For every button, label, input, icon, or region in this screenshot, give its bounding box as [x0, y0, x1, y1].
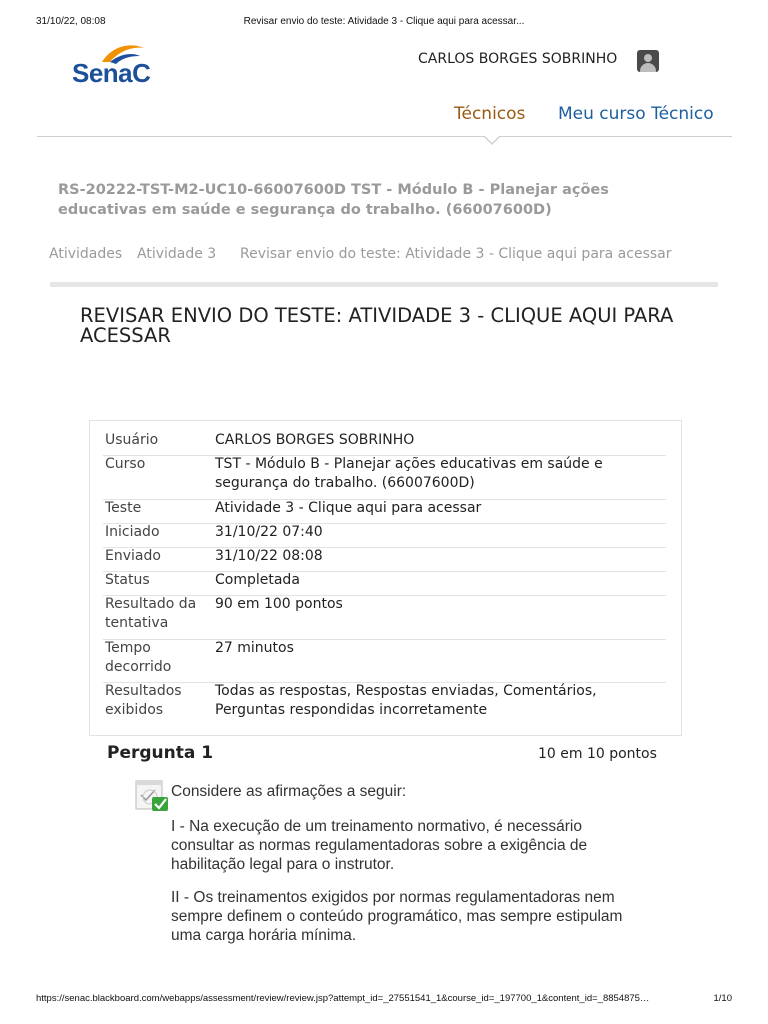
- detail-row-usuario: [103, 431, 666, 456]
- nav-meu-curso[interactable]: Meu curso Técnico: [558, 104, 714, 124]
- correct-answer-icon: [135, 780, 169, 812]
- question-points: 10 em 10 pontos: [538, 746, 657, 762]
- detail-row-status: [103, 571, 666, 596]
- print-header: [36, 16, 732, 30]
- detail-row-tempo: [103, 639, 666, 683]
- breadcrumb-current: Revisar envio do teste: Atividade 3 - Clique aqui para acessar: [240, 246, 672, 262]
- nav-tecnicos[interactable]: Técnicos: [454, 104, 526, 124]
- breadcrumb-atividade-3[interactable]: Atividade 3: [137, 246, 217, 262]
- detail-value: Todas as respostas, Respostas enviadas, Comentários, Perguntas respondidas incorretamente: [215, 683, 597, 718]
- print-url: https://senac.blackboard.com/webapps/assessment/review/review.jsp?attempt_id=_27551541_1&course_id=_197700_1&content_id=_8854875…: [36, 993, 650, 1004]
- detail-value: 31/10/22 07:40: [215, 524, 323, 540]
- detail-label: Iniciado: [105, 524, 160, 540]
- detail-value: 90 em 100 pontos: [215, 596, 343, 612]
- detail-label: Resultados exibidos: [105, 683, 182, 718]
- detail-value: Completada: [215, 572, 300, 588]
- detail-value: 27 minutos: [215, 640, 294, 656]
- question-intro: Considere as afirmações a seguir:: [171, 783, 407, 800]
- detail-label: Curso: [105, 456, 146, 472]
- page-title: REVISAR ENVIO DO TESTE: ATIVIDADE 3 - CLIQUE AQUI PARA ACESSAR: [80, 304, 674, 347]
- detail-row-enviado: [103, 547, 666, 572]
- attempt-details-table: [89, 420, 682, 736]
- question-statement-2: II - Os treinamentos exigidos por normas regulamentadoras nem sempre definem o conteúdo programático, mas sempre estipulam uma carga horária mínima.: [171, 889, 623, 944]
- question-title: Pergunta 1: [107, 743, 214, 763]
- course-title[interactable]: RS-20222-TST-M2-UC10-66007600D TST - Módulo B - Planejar ações educativas em saúde e segurança do trabalho. (66007600D): [58, 182, 609, 218]
- user-avatar-icon[interactable]: [637, 50, 659, 72]
- print-page-number: 1/10: [713, 993, 732, 1004]
- detail-value: CARLOS BORGES SOBRINHO: [215, 432, 415, 448]
- detail-label: Tempo decorrido: [105, 640, 172, 675]
- detail-row-teste: [103, 499, 666, 524]
- breadcrumb-atividades[interactable]: Atividades: [49, 246, 123, 262]
- detail-row-exibidos: [103, 682, 666, 726]
- detail-label: Teste: [105, 500, 142, 516]
- senac-logo[interactable]: [72, 40, 156, 88]
- detail-label: Enviado: [105, 548, 161, 564]
- detail-row-curso: [103, 455, 666, 500]
- detail-row-resultado: [103, 595, 666, 640]
- detail-row-iniciado: [103, 523, 666, 548]
- detail-value: Atividade 3 - Clique aqui para acessar: [215, 500, 482, 516]
- detail-label: Usuário: [105, 432, 159, 448]
- print-title: Revisar envio do teste: Atividade 3 - Clique aqui para acessar...: [243, 16, 525, 27]
- detail-value: TST - Módulo B - Planejar ações educativas em saúde e segurança do trabalho. (66007600D): [215, 456, 603, 491]
- detail-label: Status: [105, 572, 150, 588]
- nav-active-caret-icon: [483, 136, 501, 145]
- nav-divider: [37, 136, 732, 137]
- senac-logo-text: SenaC: [72, 58, 151, 88]
- detail-label: Resultado da tentativa: [105, 596, 197, 631]
- question-statement-1: I - Na execução de um treinamento normativo, é necessário consultar as normas regulamentadoras sobre a exigência de habilitação legal para o instrutor.: [171, 818, 588, 873]
- detail-value: 31/10/22 08:08: [215, 548, 323, 564]
- user-name[interactable]: CARLOS BORGES SOBRINHO: [418, 51, 618, 67]
- print-date: 31/10/22, 08:08: [36, 16, 106, 27]
- breadcrumb-bar: [50, 282, 718, 287]
